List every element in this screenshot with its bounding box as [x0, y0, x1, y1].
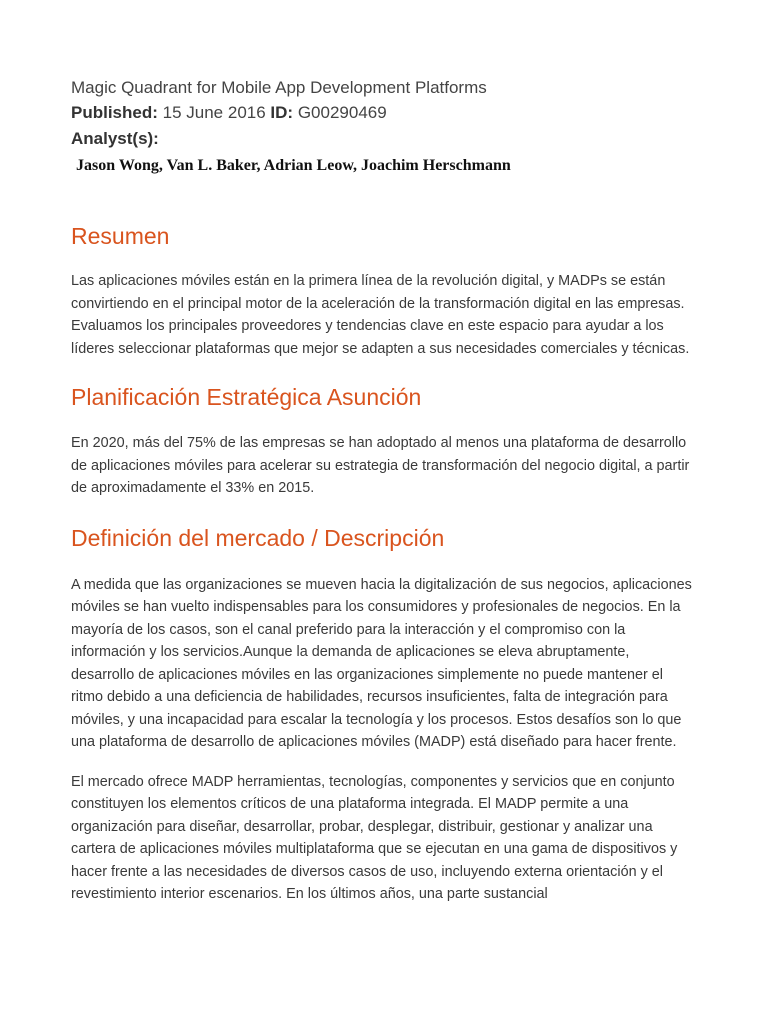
analysts-names: Jason Wong, Van L. Baker, Adrian Leow, Joachim Herschmann	[76, 157, 511, 174]
id-label: ID:	[270, 103, 294, 122]
section-paragraph: El mercado ofrece MADP herramientas, tecnologías, componentes y servicios que en conjunto constituyen los elementos críticos de una plataforma integrada. El MADP permite a una organización para diseñar, desarrollar, probar, desplegar, distribuir, gestionar y analizar una cartera de aplicaciones móviles multiplataforma que se ejecutan en una gama de dispositivos y hacer frente a las necesidades de diversos casos de uso, incluyendo externa orientación y el revestimiento interior escenarios. En los últimos años, una parte sustancial	[71, 773, 678, 902]
published-line	[71, 100, 695, 126]
section-planificacion	[71, 382, 695, 500]
document-id: G00290469	[297, 103, 387, 122]
section-paragraph: A medida que las organizaciones se mueven hacia la digitalización de sus negocios, aplicaciones móviles se han vuelto indispensables para los consumidores y profesionales de negocios. En la mayoría de los casos, son el canal preferido para la interacción y el compromiso con la información y los servicios.Aunque la demanda de aplicaciones se eleva abruptamente, desarrollo de aplicaciones móviles en las organizaciones simplemente no puede mantener el ritmo debido a una deficiencia de habilidades, recursos insuficientes, falta de integración para móviles, y una incapacidad para escalar la tecnología y los procesos. Estos desafíos son lo que una plataforma de desarrollo de aplicaciones móviles (MADP) está diseñado para hacer frente.	[71, 576, 692, 750]
section-heading-resumen: Resumen	[71, 223, 170, 249]
document-title: Magic Quadrant for Mobile App Development Platforms	[71, 78, 487, 97]
section-paragraph: En 2020, más del 75% de las empresas se han adoptado al menos una plataforma de desarrollo de aplicaciones móviles para acelerar su estrategia de transformación del negocio digital, a partir de aproximadamente el 33% en 2015.	[71, 435, 690, 496]
analysts-line	[71, 126, 695, 152]
section-heading-definicion: Definición del mercado / Descripción	[71, 524, 445, 551]
section-paragraph: Las aplicaciones móviles están en la primera línea de la revolución digital, y MADPs se están convirtiendo en el principal motor de la aceleración de la transformación digital en las empresas. Evaluamos los principales proveedores y tendencias clave en este espacio para ayudar a los líderes seleccionar plataformas que mejor se adapten a sus necesidades comerciales y técnicas.	[71, 273, 690, 357]
published-date: 15 June 2016	[162, 103, 266, 122]
published-label: Published:	[71, 103, 158, 122]
document-page	[71, 76, 695, 906]
section-definicion	[71, 523, 695, 906]
analysts-label: Analyst(s):	[71, 129, 159, 148]
section-resumen	[71, 221, 695, 360]
section-heading-planificacion: Planificación Estratégica Asunción	[71, 384, 422, 410]
document-header	[71, 76, 695, 178]
